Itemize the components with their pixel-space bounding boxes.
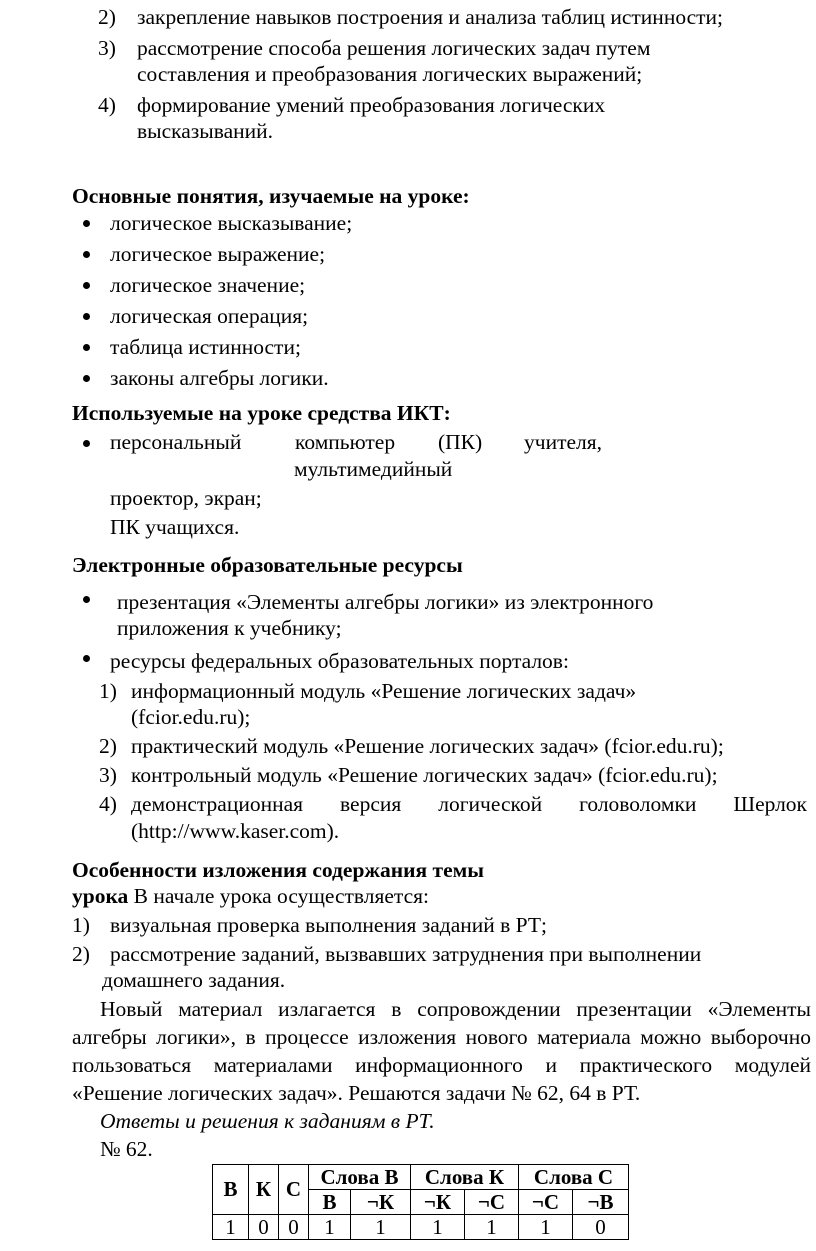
table-cell: 1 [411,1215,465,1240]
paragraph-line-3: пользоваться материалами информационного и практического модулей [72,1053,811,1077]
bullet-icon [83,344,90,351]
paragraph-line-2: алгебры логики», в процессе изложения нового материала можно выборочно [72,1025,811,1049]
top-list-item-4-line-2: высказываний. [137,119,274,143]
eor-sub-item-1-line-1: информационный модуль «Решение логических задач» [131,679,637,703]
top-list-item-2: закрепление навыков построения и анализа таблиц истинности; [137,5,724,29]
eor-sub-item-4-line-1: демонстрационная версия логической головоломки Шерлок [131,792,807,816]
features-heading-line-1: Особенности изложения содержания темы [72,858,485,882]
table-cell: 0 [249,1215,279,1240]
bullet-icon [83,282,90,289]
top-list-item-4-line-1: формирование умений преобразования логических [137,93,606,117]
top-list-num-3: 3) [98,36,116,60]
eor-sub-item-2: практический модуль «Решение логических задач» (fcior.edu.ru); [131,734,724,758]
eor-sub-num: 2) [99,734,117,758]
table-cell: 1 [213,1215,249,1240]
ict-line-4: ПК учащихся. [110,515,240,539]
concept-item: логическое выражение; [110,242,326,266]
features-heading-line-2 [72,882,429,910]
table-subheader: ¬С [465,1190,519,1215]
eor-sub-item-3: контрольный модуль «Решение логических задач» (fcior.edu.ru); [131,763,718,787]
eor-sub-item-1-line-2: (fcior.edu.ru); [131,705,251,729]
table-subheader: ¬К [351,1190,411,1215]
concept-item: логическое высказывание; [110,211,353,235]
ict-line-2: мультимедийный [294,457,453,481]
table-cell: 0 [279,1215,309,1240]
bullet-icon [83,440,90,447]
eor-sub-num: 4) [99,792,117,816]
task-number: № 62. [100,1137,153,1161]
ict-word: компьютер [295,430,396,454]
table-subheader: В [309,1190,351,1215]
ict-word: персональный [110,430,242,454]
features-list-item-2-line-2: домашнего задания. [102,968,286,992]
top-list-item-3-line-2: составления и преобразования логических выражений; [137,62,643,86]
bullet-icon [83,596,90,603]
features-list-item-2-line-1: рассмотрение заданий, вызвавших затруднения при выполнении [110,942,702,966]
eor-heading: Электронные образовательные ресурсы [72,553,463,577]
truth-table [212,1164,629,1240]
eor-bullet-1-line-2: приложения к учебнику; [117,616,342,640]
top-list-num-4: 4) [98,93,116,117]
answers-title: Ответы и решения к заданиям в РТ. [100,1109,435,1133]
concept-item: логическое значение; [110,273,306,297]
eor-bullet-2: ресурсы федеральных образовательных порталов: [110,649,569,673]
features-list-item-1: визуальная проверка выполнения заданий в РТ; [110,913,547,937]
features-heading-bold: урока [72,884,129,908]
table-cell: 0 [573,1215,629,1240]
concept-item: таблица истинности; [110,335,301,359]
table-subheader: ¬К [411,1190,465,1215]
table-group-header: Слова С [519,1165,629,1190]
features-list-num: 1) [72,913,90,937]
concept-item: логическая операция; [110,304,309,328]
concept-item: законы алгебры логики. [110,366,329,390]
table-subheader: ¬В [573,1190,629,1215]
eor-sub-num: 1) [99,679,117,703]
bullet-icon [83,220,90,227]
table-col-label: С [279,1165,309,1215]
table-col-label: К [249,1165,279,1215]
table-cell: 1 [465,1215,519,1240]
eor-sub-num: 3) [99,763,117,787]
top-list-num-2: 2) [98,5,116,29]
table-col-label: В [213,1165,249,1215]
table-subheader: ¬С [519,1190,573,1215]
eor-sub-item-4-line-2: (http://www.kaser.com). [131,819,340,843]
table-row [213,1215,629,1240]
bullet-icon [83,313,90,320]
ict-heading: Используемые на уроке средства ИКТ: [72,401,451,425]
bullet-icon [83,655,90,662]
top-list-item-3-line-1: рассмотрение способа решения логических задач путем [137,36,651,60]
features-list-num: 2) [72,942,90,966]
bullet-icon [83,251,90,258]
concepts-heading: Основные понятия, изучаемые на уроке: [72,184,470,208]
ict-line-3: проектор, экран; [110,486,262,510]
table-cell: 1 [351,1215,411,1240]
bullet-icon [83,375,90,382]
eor-bullet-1-line-1: презентация «Элементы алгебры логики» из электронного [117,590,654,614]
paragraph-line-4: «Решение логических задач». Решаются задачи № 62, 64 в РТ. [72,1081,641,1105]
table-group-header: Слова К [411,1165,519,1190]
paragraph-line-1: Новый материал излагается в сопровождении презентации «Элементы [100,997,811,1021]
table-cell: 1 [309,1215,351,1240]
features-heading-rest: В начале урока осуществляется: [128,884,429,908]
ict-word: учителя, [524,430,603,454]
ict-word: (ПК) [438,430,483,454]
table-cell: 1 [519,1215,573,1240]
table-group-header: Слова В [309,1165,411,1190]
